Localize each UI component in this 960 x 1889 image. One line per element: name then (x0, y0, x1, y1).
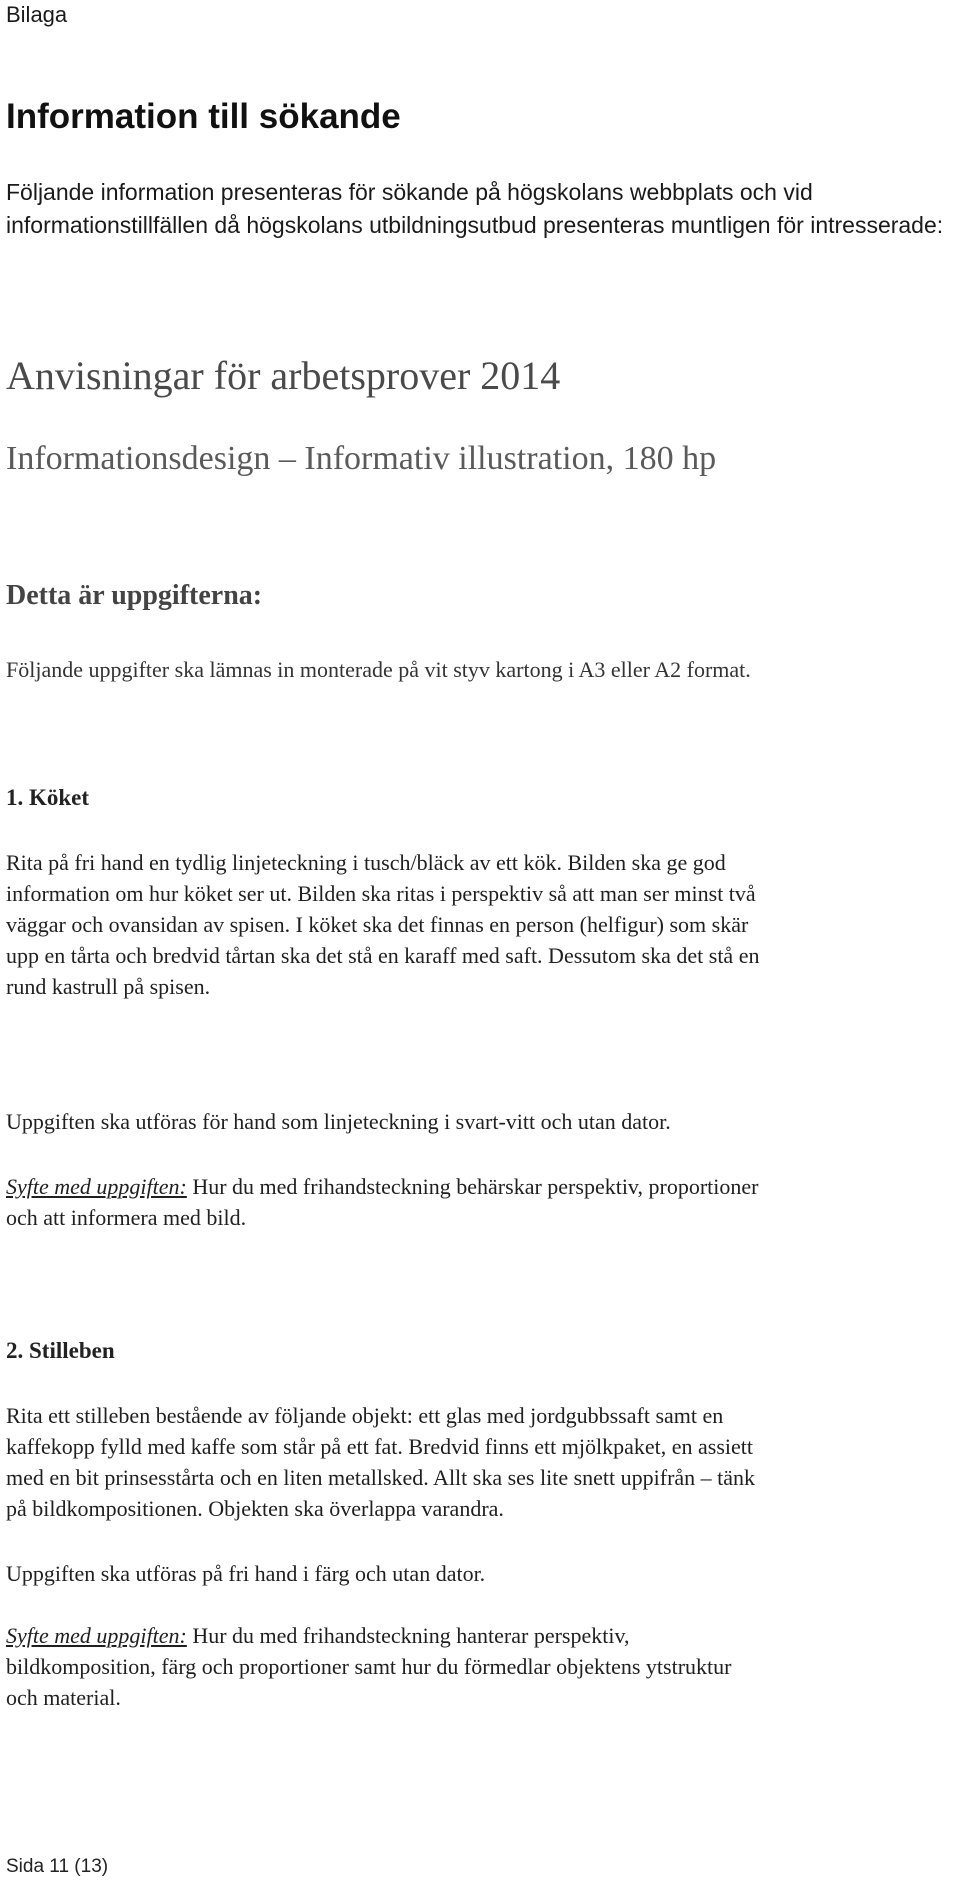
assignment-title: Anvisningar för arbetsprover 2014 (6, 353, 561, 398)
task-1-description: Rita på fri hand en tydlig linjeteckning i tusch/bläck av ett kök. Bilden ska ge god information om hur köket ser ut. Bilden ska ritas i perspektiv så att man ser minst två väggar och ovansidan av spisen. I köket ska det finnas en person (helfigur) som skär upp en tårta och bredvid tårtan ska det stå en karaff med saft. Dessutom ska det stå en rund kastrull på spisen. (6, 850, 760, 999)
task-1-method: Uppgiften ska utföras för hand som linjeteckning i svart-vitt och utan dator. (6, 1109, 671, 1134)
page-title: Information till sökande (6, 97, 401, 136)
task-2-method: Uppgiften ska utföras på fri hand i färg och utan dator. (6, 1561, 486, 1586)
task-2-purpose (6, 1620, 766, 1713)
task-2-description: Rita ett stilleben bestående av följande objekt: ett glas med jordgubbssaft samt en kaffekopp fylld med kaffe som står på ett fat. Bredvid finns ett mjölkpaket, en assiett med en bit prinsesstårta och en liten metallsked. Allt ska ses lite snett uppifrån – tänk på bildkompositionen. Objekten ska överlappa varandra. (6, 1403, 756, 1521)
page-number: Sida 11 (13) (6, 1856, 109, 1877)
appendix-label: Bilaga (6, 2, 68, 27)
program-subtitle: Informationsdesign – Informativ illustration, 180 hp (6, 440, 717, 477)
tasks-heading: Detta är uppgifterna: (6, 580, 263, 611)
purpose-text: Hur du med frihandsteckning hanterar perspektiv, bildkomposition, färg och proportioner samt hur du förmedlar objektens ytstruktur och material. (6, 1623, 732, 1710)
task-1-purpose (6, 1171, 766, 1233)
purpose-label: Syfte med uppgiften: (6, 1174, 187, 1199)
task-2-heading: 2. Stilleben (6, 1338, 115, 1363)
purpose-text: Hur du med frihandsteckning behärskar perspektiv, proportioner och att informera med bild. (6, 1174, 759, 1230)
purpose-label: Syfte med uppgiften: (6, 1623, 187, 1648)
tasks-intro: Följande uppgifter ska lämnas in monterade på vit styv kartong i A3 eller A2 format. (6, 657, 751, 682)
task-1-heading: 1. Köket (6, 785, 90, 810)
intro-paragraph: Följande information presenteras för sökande på högskolans webbplats och vid informationstillfällen då högskolans utbildningsutbud presenteras muntligen för intresserade: (6, 179, 944, 238)
